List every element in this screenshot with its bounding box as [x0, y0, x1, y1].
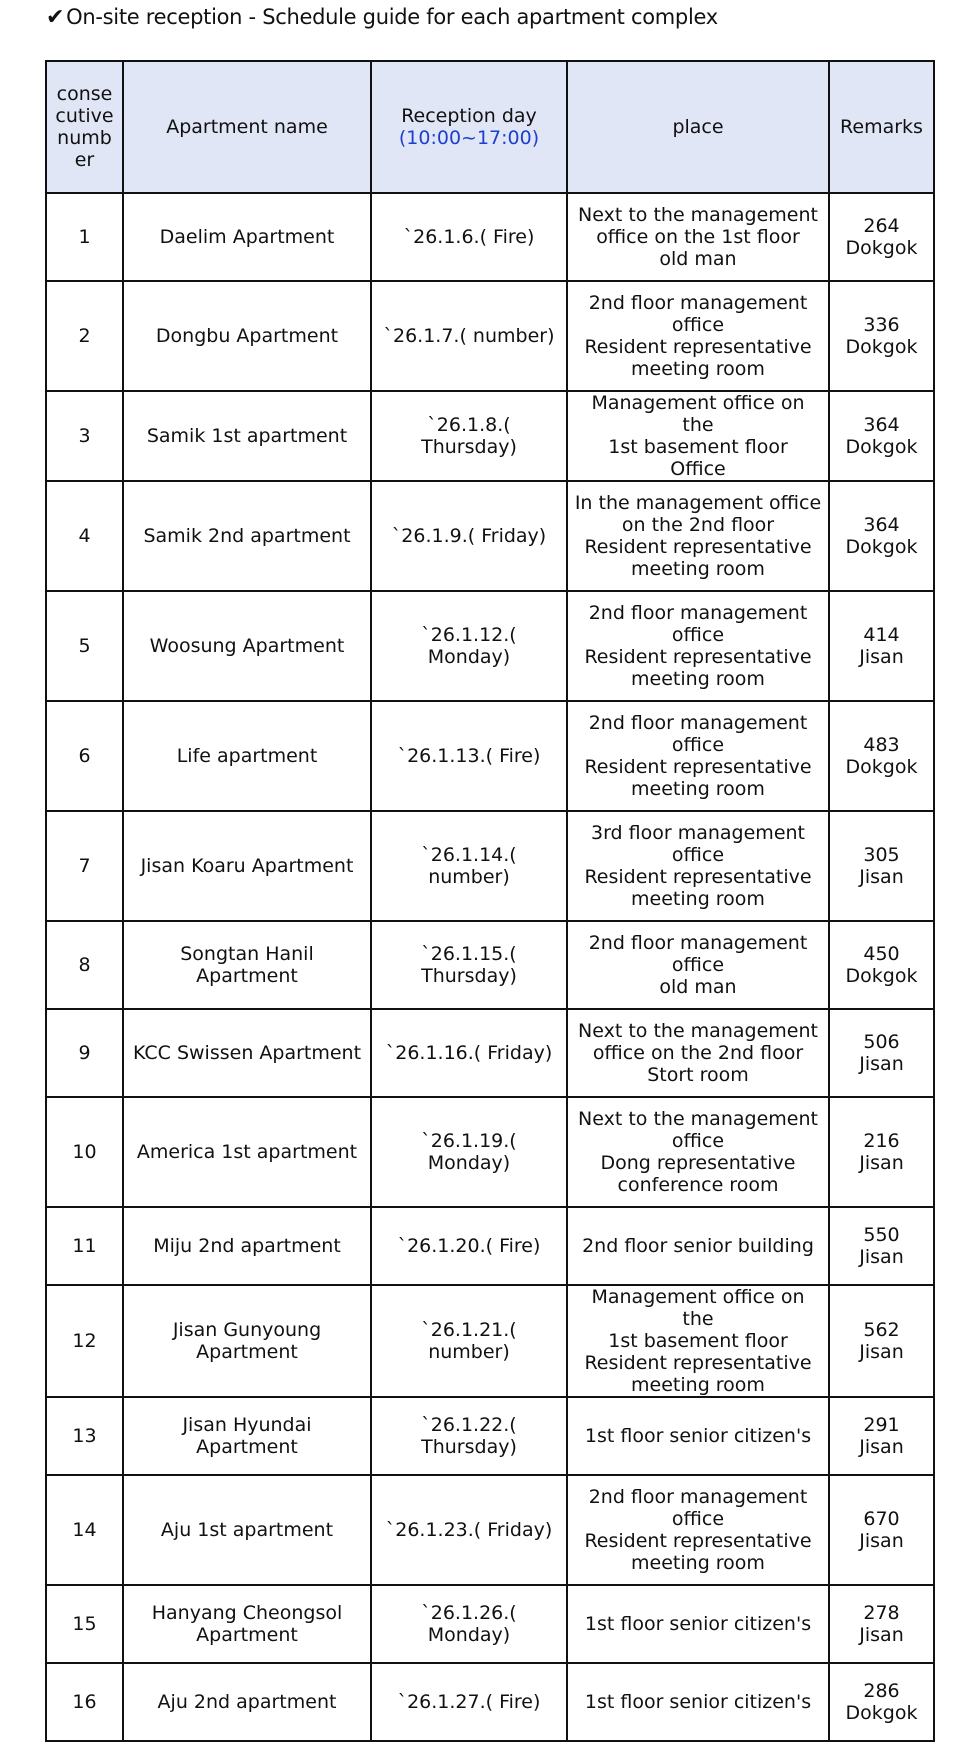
place — [567, 1009, 829, 1097]
remarks-line: Jisan — [859, 1341, 904, 1363]
remarks-line: 506 — [863, 1031, 900, 1053]
reception-day — [371, 1397, 567, 1475]
reception-day: `26.1.20.( Fire) — [371, 1207, 567, 1285]
remarks-line: 278 — [863, 1602, 900, 1624]
remarks — [829, 193, 934, 281]
reception-day-line: Thursday) — [421, 965, 517, 987]
place-line: Resident representative — [584, 756, 812, 778]
remarks — [829, 1475, 934, 1585]
place-line: Next to the management — [578, 1020, 818, 1042]
table-row — [46, 281, 934, 391]
remarks-line: 670 — [863, 1508, 900, 1530]
remarks-line: 291 — [863, 1414, 900, 1436]
apartment-name: Songtan Hanil Apartment — [123, 921, 371, 1009]
place — [567, 1397, 829, 1475]
column-header-place: place — [567, 61, 829, 193]
place-line: 1st basement floor — [608, 1330, 788, 1352]
remarks — [829, 391, 934, 481]
place — [567, 1475, 829, 1585]
place-line: meeting room — [631, 1374, 765, 1396]
remarks — [829, 701, 934, 811]
table-header-row — [46, 61, 934, 193]
apartment-name: Jisan Koaru Apartment — [123, 811, 371, 921]
table-row — [46, 591, 934, 701]
place-line: office — [671, 314, 725, 336]
schedule-table — [45, 60, 935, 1742]
reception-day: `26.1.8.( Thursday) — [371, 391, 567, 481]
place-line: Dong representative — [600, 1152, 796, 1174]
table-row — [46, 1207, 934, 1285]
remarks — [829, 1285, 934, 1397]
row-number: 3 — [46, 391, 123, 481]
apartment-name-line: Hanyang Cheongsol — [151, 1602, 343, 1624]
remarks — [829, 1009, 934, 1097]
place-line: Management office on the — [591, 392, 805, 436]
apartment-name: Miju 2nd apartment — [123, 1207, 371, 1285]
place-line: 1st floor senior citizen's — [584, 1425, 812, 1447]
page-title-text: On-site reception - Schedule guide for each apartment complex — [66, 5, 718, 29]
place-line: Resident representative — [584, 536, 812, 558]
row-number: 15 — [46, 1585, 123, 1663]
place-line: meeting room — [631, 558, 765, 580]
apartment-name — [123, 1285, 371, 1397]
remarks-line: Dokgok — [845, 237, 918, 259]
remarks-line: Jisan — [859, 1624, 904, 1646]
remarks-line: Jisan — [859, 866, 904, 888]
remarks-line: Jisan — [859, 1436, 904, 1458]
table-row — [46, 921, 934, 1009]
table-row — [46, 1397, 934, 1475]
reception-day: `26.1.6.( Fire) — [371, 193, 567, 281]
place-line: 3rd floor management — [590, 822, 805, 844]
place-line: conference room — [617, 1174, 779, 1196]
remarks — [829, 1207, 934, 1285]
table-row — [46, 1009, 934, 1097]
place-line: meeting room — [631, 668, 765, 690]
place — [567, 811, 829, 921]
place-line: 1st basement floor — [608, 436, 788, 458]
table-row — [46, 193, 934, 281]
remarks — [829, 921, 934, 1009]
reception-day-line: Thursday) — [421, 1436, 517, 1458]
place-line: meeting room — [631, 358, 765, 380]
remarks-line: 414 — [863, 624, 900, 646]
place-line: office on the 1st floor — [596, 226, 800, 248]
column-header-day-label: Reception day — [401, 105, 537, 127]
table-row — [46, 1097, 934, 1207]
place-line: office — [671, 1508, 725, 1530]
remarks-line: Dokgok — [845, 436, 918, 458]
place-line: 2nd floor management — [588, 712, 808, 734]
row-number: 6 — [46, 701, 123, 811]
reception-day — [371, 921, 567, 1009]
remarks-line: Dokgok — [845, 536, 918, 558]
remarks-line: Dokgok — [845, 965, 918, 987]
place — [567, 591, 829, 701]
remarks-line: 483 — [863, 734, 900, 756]
table-row — [46, 1585, 934, 1663]
remarks — [829, 1397, 934, 1475]
place-line: office — [671, 734, 725, 756]
table-row — [46, 481, 934, 591]
remarks-line: 364 — [863, 414, 900, 436]
remarks-line: 336 — [863, 314, 900, 336]
remarks-line: Dokgok — [845, 336, 918, 358]
remarks-line: 550 — [863, 1224, 900, 1246]
place-line: Stort room — [647, 1064, 749, 1086]
place-line: Next to the management — [578, 1108, 818, 1130]
reception-day-line: `26.1.15.( — [421, 943, 517, 965]
place-line: office — [671, 624, 725, 646]
remarks-line: Jisan — [859, 1246, 904, 1268]
place — [567, 1285, 829, 1397]
table-row — [46, 811, 934, 921]
place-line: 1st floor senior citizen's — [584, 1691, 812, 1713]
place-line: Resident representative — [584, 866, 812, 888]
place-line: old man — [659, 976, 737, 998]
row-number: 8 — [46, 921, 123, 1009]
apartment-name — [123, 1585, 371, 1663]
row-number: 13 — [46, 1397, 123, 1475]
row-number: 16 — [46, 1663, 123, 1741]
apartment-name: Samik 2nd apartment — [123, 481, 371, 591]
row-number: 7 — [46, 811, 123, 921]
reception-day: `26.1.7.( number) — [371, 281, 567, 391]
reception-day-line: `26.1.22.( — [421, 1414, 517, 1436]
apartment-name: Daelim Apartment — [123, 193, 371, 281]
check-icon: ✔ — [46, 5, 65, 30]
place-line: office on the 2nd floor — [592, 1042, 804, 1064]
place — [567, 391, 829, 481]
reception-day: `26.1.27.( Fire) — [371, 1663, 567, 1741]
place-line: office — [671, 844, 725, 866]
row-number: 5 — [46, 591, 123, 701]
place-line: old man — [659, 248, 737, 270]
place — [567, 1663, 829, 1741]
table-row — [46, 1285, 934, 1397]
reception-day: `26.1.26.( Monday) — [371, 1585, 567, 1663]
apartment-name: Life apartment — [123, 701, 371, 811]
place-line: 1st floor senior citizen's — [584, 1613, 812, 1635]
place-line: meeting room — [631, 778, 765, 800]
place — [567, 701, 829, 811]
place-line: Resident representative — [584, 336, 812, 358]
reception-day: `26.1.19.( Monday) — [371, 1097, 567, 1207]
reception-day: `26.1.12.( Monday) — [371, 591, 567, 701]
row-number: 9 — [46, 1009, 123, 1097]
remarks — [829, 1663, 934, 1741]
page-title — [46, 2, 718, 32]
place-line: meeting room — [631, 1552, 765, 1574]
row-number: 12 — [46, 1285, 123, 1397]
remarks — [829, 1097, 934, 1207]
place-line: 2nd floor management — [588, 932, 808, 954]
reception-day: `26.1.21.( number) — [371, 1285, 567, 1397]
place-line: 2nd floor management — [588, 1486, 808, 1508]
remarks-line: 450 — [863, 943, 900, 965]
place-line: 2nd floor management — [588, 292, 808, 314]
place — [567, 193, 829, 281]
row-number: 11 — [46, 1207, 123, 1285]
table-row — [46, 391, 934, 481]
remarks-line: Jisan — [859, 1152, 904, 1174]
remarks-line: 562 — [863, 1319, 900, 1341]
remarks-line: Jisan — [859, 646, 904, 668]
row-number: 14 — [46, 1475, 123, 1585]
place-line: Resident representative — [584, 646, 812, 668]
remarks — [829, 811, 934, 921]
row-number: 10 — [46, 1097, 123, 1207]
apartment-name: Woosung Apartment — [123, 591, 371, 701]
row-number: 4 — [46, 481, 123, 591]
remarks-line: 364 — [863, 514, 900, 536]
remarks — [829, 281, 934, 391]
place-line: Resident representative — [584, 1530, 812, 1552]
apartment-name: Aju 1st apartment — [123, 1475, 371, 1585]
column-header-day — [371, 61, 567, 193]
place-line: office — [671, 1130, 725, 1152]
apartment-name: Samik 1st apartment — [123, 391, 371, 481]
remarks-line: Dokgok — [845, 1702, 918, 1724]
table-row — [46, 701, 934, 811]
remarks-line: 286 — [863, 1680, 900, 1702]
place-line: 2nd floor management — [588, 602, 808, 624]
column-header-remarks: Remarks — [829, 61, 934, 193]
place — [567, 921, 829, 1009]
remarks-line: Jisan — [859, 1530, 904, 1552]
apartment-name-line: Apartment — [196, 1624, 298, 1646]
reception-day: `26.1.9.( Friday) — [371, 481, 567, 591]
place-line: meeting room — [631, 888, 765, 910]
row-number: 1 — [46, 193, 123, 281]
column-header-day-hours: (10:00~17:00) — [398, 127, 540, 149]
apartment-name: Aju 2nd apartment — [123, 1663, 371, 1741]
apartment-name: Dongbu Apartment — [123, 281, 371, 391]
remarks-line: Jisan — [859, 1053, 904, 1075]
reception-day: `26.1.16.( Friday) — [371, 1009, 567, 1097]
place-line: Management office on the — [591, 1286, 805, 1330]
table-row — [46, 1475, 934, 1585]
place-line: Resident representative — [584, 1352, 812, 1374]
reception-day: `26.1.13.( Fire) — [371, 701, 567, 811]
place-line: In the management office — [574, 492, 822, 514]
place — [567, 1585, 829, 1663]
table-row — [46, 1663, 934, 1741]
apartment-name: Jisan Hyundai Apartment — [123, 1397, 371, 1475]
column-header-name: Apartment name — [123, 61, 371, 193]
remarks — [829, 591, 934, 701]
remarks-line: 216 — [863, 1130, 900, 1152]
place — [567, 1097, 829, 1207]
apartment-name: KCC Swissen Apartment — [123, 1009, 371, 1097]
place-line: Next to the management — [578, 204, 818, 226]
place-line: on the 2nd floor — [621, 514, 775, 536]
place-line: office — [671, 954, 725, 976]
row-number: 2 — [46, 281, 123, 391]
reception-day: `26.1.23.( Friday) — [371, 1475, 567, 1585]
apartment-name-line: Apartment — [196, 1341, 298, 1363]
remarks — [829, 1585, 934, 1663]
apartment-name-line: Jisan Gunyoung — [172, 1319, 322, 1341]
remarks — [829, 481, 934, 591]
remarks-line: 305 — [863, 844, 900, 866]
place-line: 2nd floor senior building — [582, 1235, 814, 1257]
remarks-line: Dokgok — [845, 756, 918, 778]
place — [567, 1207, 829, 1285]
place — [567, 481, 829, 591]
reception-day: `26.1.14.( number) — [371, 811, 567, 921]
apartment-name: America 1st apartment — [123, 1097, 371, 1207]
remarks-line: 264 — [863, 215, 900, 237]
place-line: Office — [670, 458, 726, 480]
place — [567, 281, 829, 391]
column-header-number: consecutive number — [46, 61, 123, 193]
